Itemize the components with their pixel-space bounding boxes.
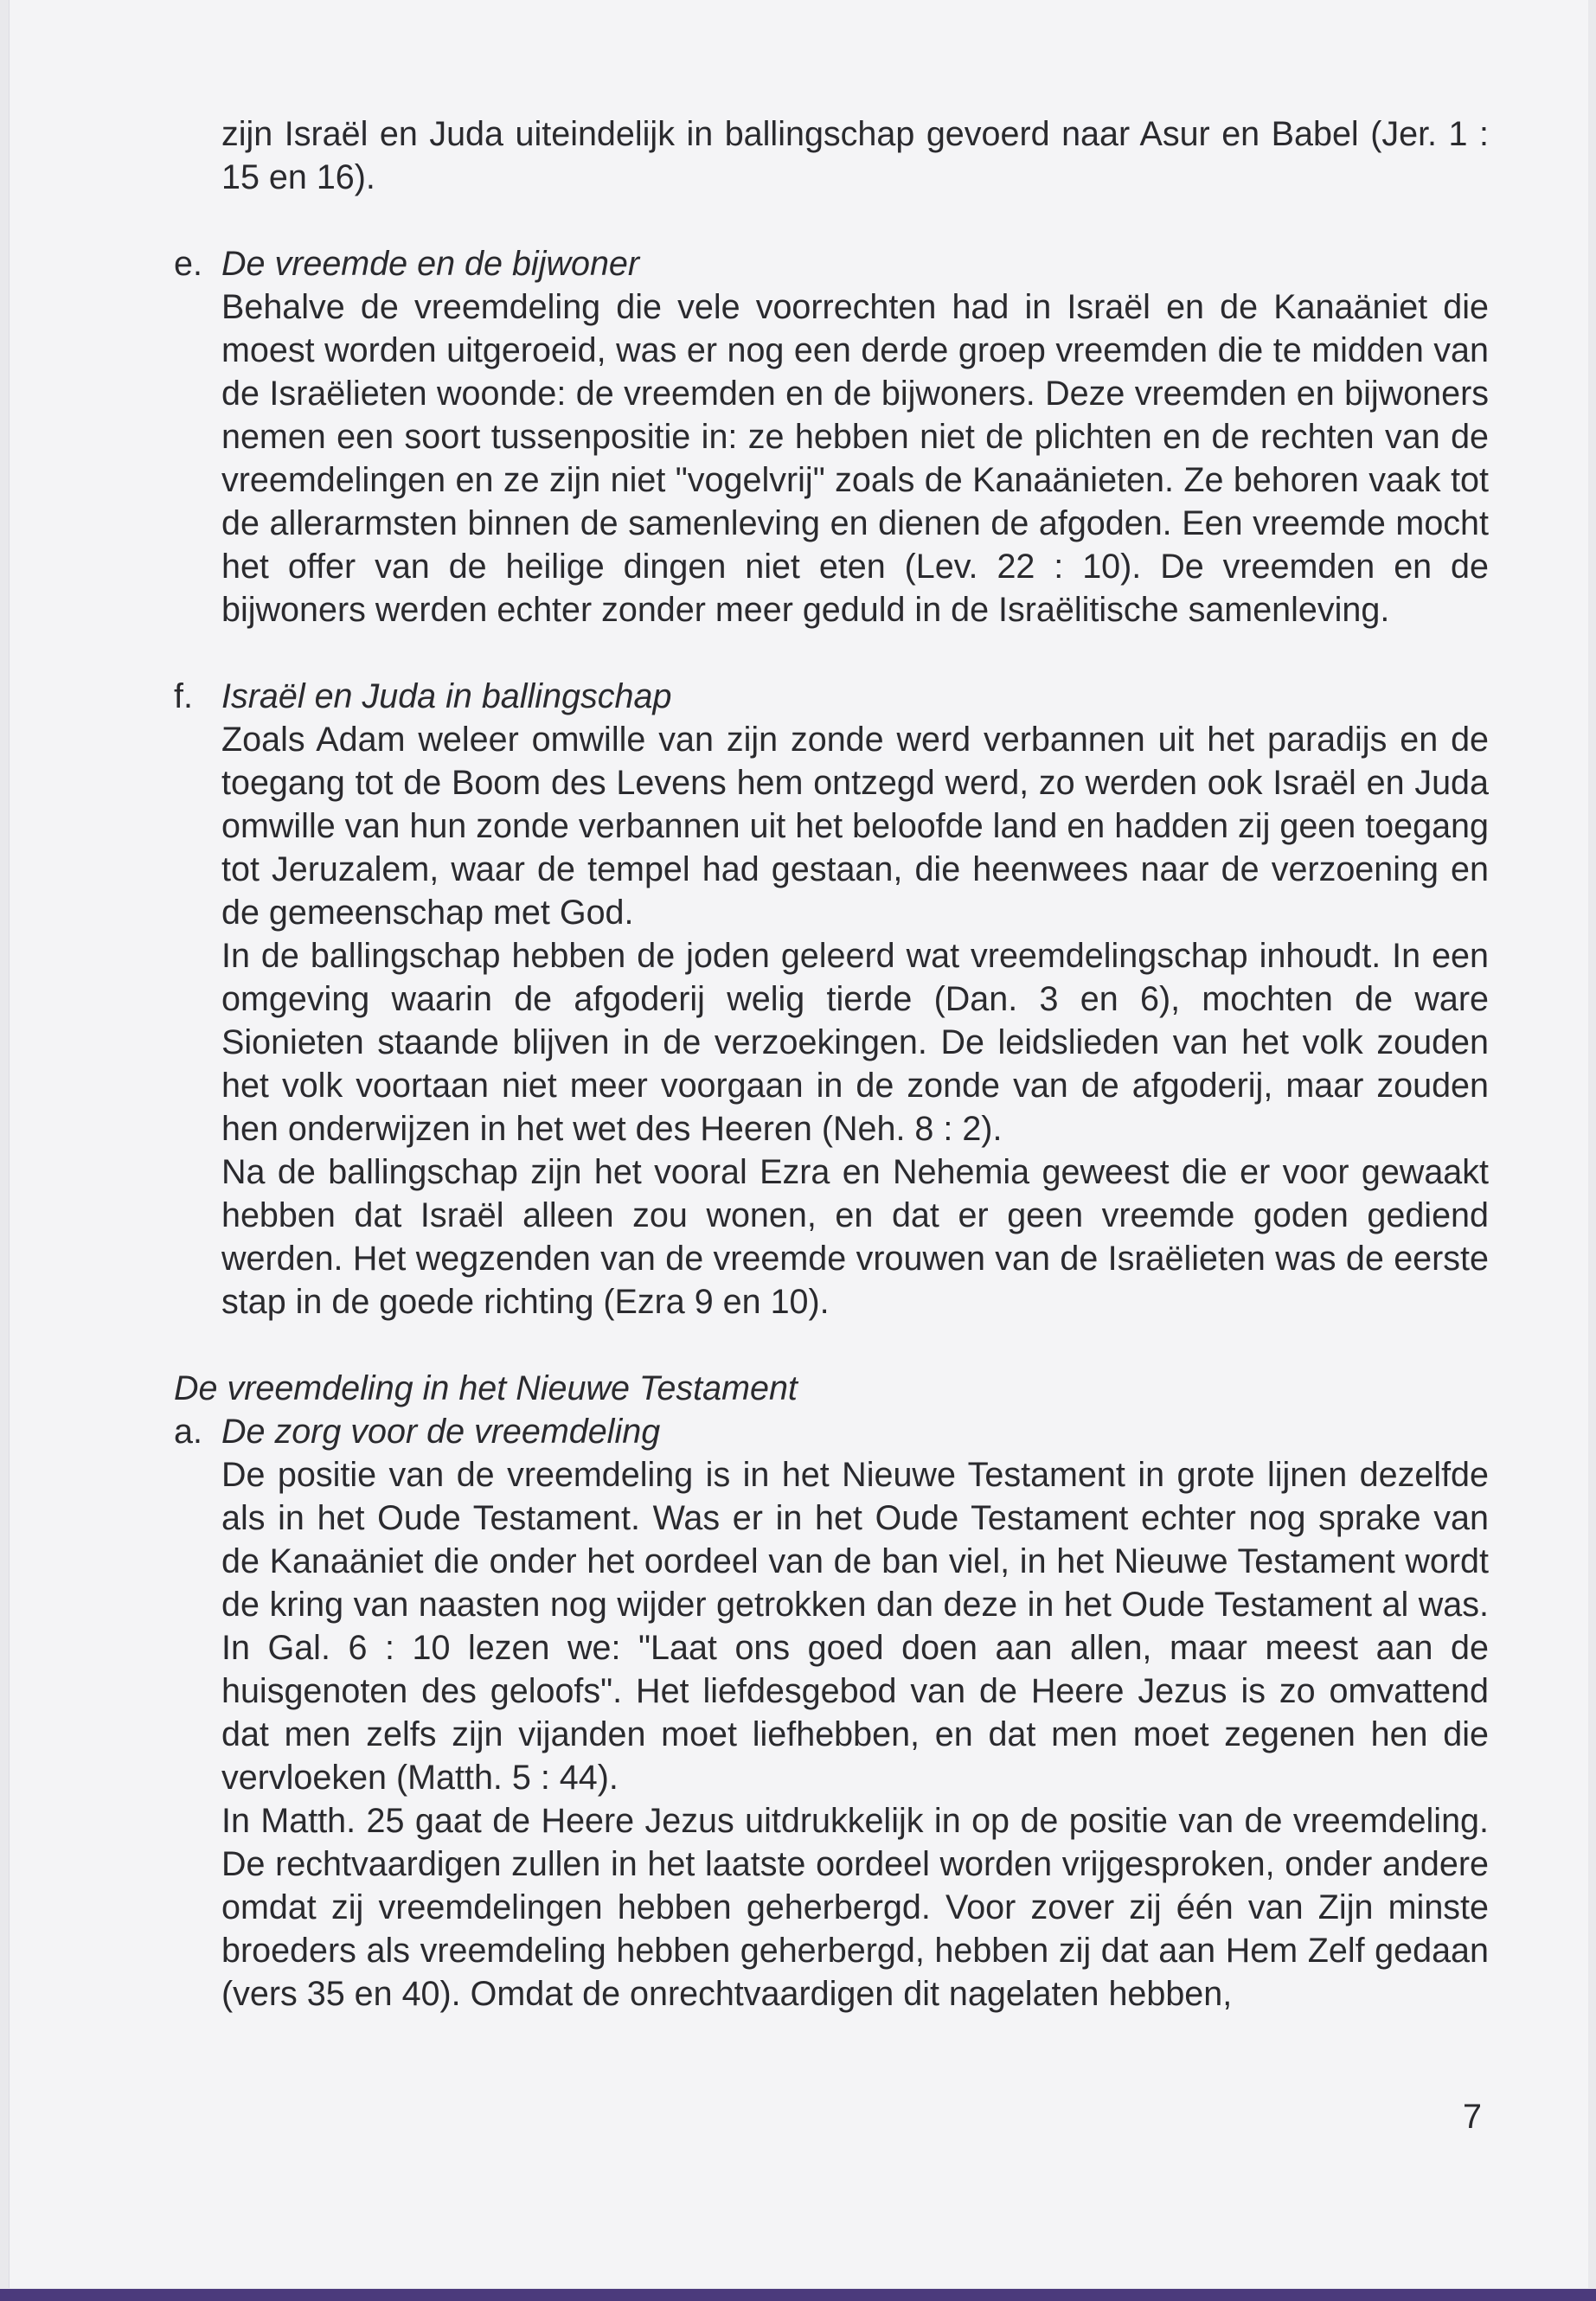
intro-paragraph: zijn Israël en Juda uiteindelijk in ballingschap gevoerd naar Asur en Babel (Jer. 1 : 15 en 16). — [221, 115, 1489, 196]
section-e-title: De vreemde en de bijwoner — [221, 245, 640, 283]
section-a-title: De zorg voor de vreemdeling — [221, 1413, 661, 1451]
section-f-paragraph: Na de ballingschap zijn het vooral Ezra en Nehemia geweest die er voor gewaakt hebben dat Israël alleen zou wonen, en dat er geen vreemde goden gediend werden. Het wegzenden van de vreemde vrouwen van de Israëlieten was de eerste stap in de goede richting (Ezra 9 en 10). — [221, 1153, 1489, 1321]
section-f — [174, 675, 1489, 1324]
section-a-paragraph: De positie van de vreemdeling is in het Nieuwe Testament in grote lijnen dezelfde als in het Oude Testament. Was er in het Oude Testament echter nog sprake van de Kanaäniet die onder het oordeel van de ban viel, in het Nieuwe Testament wordt de kring van naasten nog wijder getrokken dan deze in het Oude Testament al was. In Gal. 6 : 10 lezen we: "Laat ons goed doen aan allen, maar meest aan de huisgenoten des geloofs". Het liefdesgebod van de Heere Jezus is zo omvattend dat men zelfs zijn vijanden moet liefhebben, en dat men moet zegenen hen die vervloeken (Matth. 5 : 44). — [221, 1456, 1489, 1797]
section-f-paragraph: In de ballingschap hebben de joden geleerd wat vreemdelingschap inhoudt. In een omgeving waarin de afgoderij welig tierde (Dan. 3 en 6), mochten de ware Sionieten staande blijven in de verzoekingen. De leidslieden van het volk zouden het volk voortaan niet meer voorgaan in de zonde van de afgoderij, maar zouden hen onderwijzen in het wet des Heeren (Neh. 8 : 2). — [221, 937, 1489, 1148]
section-a-marker: a. — [174, 1413, 202, 1451]
page-number: 7 — [1463, 2098, 1482, 2136]
section-e-body: Behalve de vreemdeling die vele voorrechten had in Israël en de Kanaäniet die moest worden uitgeroeid, was er nog een derde groep vreemden die te midden van de Israëlieten woonde: de vreemden en de bijwoners. Deze vreemden en bijwoners nemen een soort tussenpositie in: ze hebben niet de plichten en de rechten van de vreemdelingen en ze zijn niet "vogelvrij" zoals de Kanaänieten. Ze behoren vaak tot de allerarmsten binnen de samenleving en dienen de afgoden. Een vreemde mocht het offer van de heilige dingen niet eten (Lev. 22 : 10). De vreemden en de bijwoners werden echter zonder meer geduld in de Israëlitische samenleving. — [221, 288, 1489, 629]
scanner-edge-bar — [0, 2289, 1596, 2301]
section-f-title: Israël en Juda in ballingschap — [221, 677, 672, 715]
section-a — [174, 1410, 1489, 2016]
nt-heading: De vreemdeling in het Nieuwe Testament — [174, 1369, 798, 1407]
book-page — [9, 0, 1588, 2288]
page-text — [174, 112, 1489, 2016]
section-a-paragraph: In Matth. 25 gaat de Heere Jezus uitdrukkelijk in op de positie van de vreemdeling. De rechtvaardigen zullen in het laatste oordeel worden vrijgesproken, onder andere omdat zij vreemdelingen hebben geherbergd. Voor zover zij één van Zijn minste broeders als vreemdeling hebben geherbergd, hebben zij dat aan Hem Zelf gedaan (vers 35 en 40). Omdat de onrechtvaardigen dit nagelaten hebben, — [221, 1802, 1489, 2013]
section-f-paragraph: Zoals Adam weleer omwille van zijn zonde werd verbannen uit het paradijs en de toegang tot de Boom des Levens hem ontzegd werd, zo werden ook Israël en Juda omwille van hun zonde verbannen uit het beloofde land en hadden zij geen toegang tot Jeruzalem, waar de tempel had gestaan, die heenwees naar de verzoening en de gemeenschap met God. — [221, 721, 1489, 932]
section-e-marker: e. — [174, 245, 202, 283]
section-f-marker: f. — [174, 677, 193, 715]
section-e — [174, 242, 1489, 631]
